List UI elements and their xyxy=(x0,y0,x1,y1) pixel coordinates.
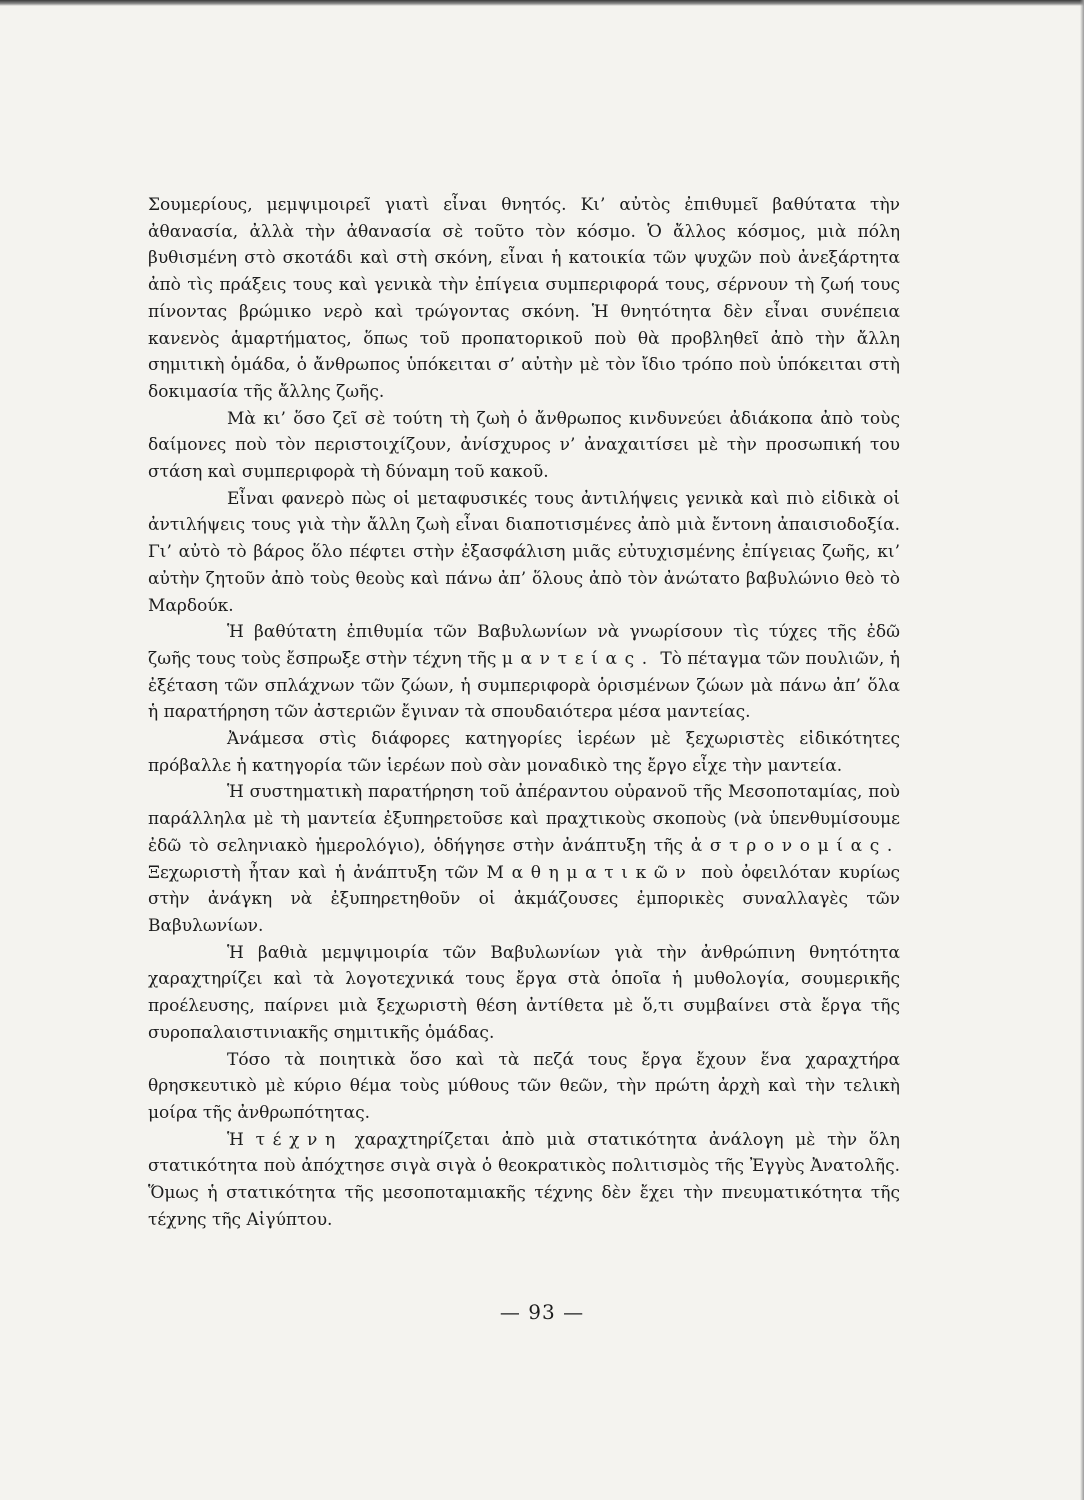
paragraph xyxy=(148,486,900,620)
text-run: Τὸ πέταγμα τῶν πουλιῶν, ἡ ἐξέταση τῶν σπλάχνων τῶν ζώων, ἡ συμπεριφορὰ ὁρισμένων ζώων μὰ πάνω ἀπ’ ὅλα ἡ παρατήρηση τῶν ἀστεριῶν ἔγιναν τὰ σπουδαιότερα μέσα μαντείας. xyxy=(148,648,900,723)
text-run: ποὺ ὀφειλόταν κυρίως στὴν ἀνάγκη νὰ ἐξυπηρετηθοῦν οἱ ἀκμάζουσες ἐμπορικὲς συναλλαγὲς τῶν Βαβυλωνίων. xyxy=(148,862,900,936)
text-run: Ἡ βαθύτατη ἐπιθυμία τῶν Βαβυλωνίων νὰ γνωρίσουν τὶς τύχες τῆς ἐδῶ ζωῆς τους τοὺς ἔσπρωξε στὴν τέχνη τῆς xyxy=(148,622,900,669)
page-number: — 93 — xyxy=(499,1300,585,1324)
paragraph xyxy=(148,726,900,779)
text-run: Εἶναι φανερὸ πὼς οἱ μεταφυσικές τους ἀντιλήψεις γενικὰ καὶ πιὸ εἰδικὰ οἱ ἀντιλήψεις τους γιὰ τὴν ἄλλη ζωὴ εἶναι διαποτισμένες ἀπὸ μιὰ ἔντονη ἀπαισιοδοξία. Γι’ αὐτὸ τὸ βάρος ὅλο πέφτει στὴν ἐξασφάλιση μιᾶς εὐτυχισμένης ἐπίγειας ζωῆς, κι’ αὐτὴν ζητοῦν ἀπὸ τοὺς θεοὺς καὶ πάνω ἀπ’ ὅλους ἀπὸ τὸν ἀνώτατο βαβυλώνιο θεὸ τὸ Μαρδούκ. xyxy=(148,488,900,616)
text-run: Ἡ βαθιὰ μεμψιμοιρία τῶν Βαβυλωνίων γιὰ τὴν ἀνθρώπινη θνητότητα χαραχτηρίζει καὶ τὰ λογοτεχνικά τους ἔργα στὰ ὁποῖα ἡ μυθολογία, σουμερικῆς προέλευσης, παίρνει μιὰ ξεχωριστὴ θέση ἀντίθετα μὲ ὅ,τι συμβαίνει στὰ ἔργα τῆς συροπαλαιστινιακῆς σημιτικῆς ὁμάδας. xyxy=(148,942,900,1043)
paragraph xyxy=(148,1127,900,1234)
text-run: χαραχτηρίζεται ἀπὸ μιὰ στατικότητα ἀνάλογη μὲ τὴν ὅλη στατικότητα ποὺ ἀπόχτησε σιγὰ σιγὰ ὁ θεοκρατικὸς πολιτισμὸς τῆς Ἐγγὺς Ἀνατολῆς. Ὅμως ἡ στατικότητα τῆς μεσοποταμιακῆς τέχνης δὲν ἔχει τὴν πνευματικότητα τῆς τέχνης τῆς Αἰγύπτου. xyxy=(148,1129,900,1230)
body-text xyxy=(148,192,900,1233)
paragraph xyxy=(148,1047,900,1127)
paragraph xyxy=(148,406,900,486)
text-run: Τόσο τὰ ποιητικὰ ὅσο καὶ τὰ πεζά τους ἔργα ἔχουν ἕνα χαραχτήρα θρησκευτικὸ μὲ κύριο θέμα τοὺς μύθους τῶν θεῶν, τὴν πρώτη ἀρχὴ καὶ τὴν τελικὴ μοίρα τῆς ἀνθρωπότητας. xyxy=(148,1049,900,1123)
spaced-emphasis: τέχνη xyxy=(255,1129,343,1150)
page-top-edge xyxy=(0,0,1084,6)
text-run: Ἡ συστηματικὴ παρατήρηση τοῦ ἀπέραντου οὐρανοῦ τῆς Μεσοποταμίας, ποὺ παράλληλα μὲ τὴ μαντεία ἐξυπηρετοῦσε καὶ πραχτικοὺς σκοποὺς (νὰ ὑπενθυμίσουμε ἐδῶ τὸ σεληνιακὸ ἡμερολόγιο), ὁδήγησε στὴν ἀνάπτυξη τῆς xyxy=(148,782,900,856)
spaced-emphasis: ἀστρονομίας. xyxy=(690,835,900,856)
text-run: Σουμερίους, μεμψιμοιρεῖ γιατὶ εἶναι θνητός. Κι’ αὐτὸς ἐπιθυμεῖ βαθύτατα τὴν ἀθανασία, ἀλλὰ τὴν ἀθανασία σὲ τοῦτο τὸν κόσμο. Ὁ ἄλλος κόσμος, μιὰ πόλη βυθισμένη στὸ σκοτάδι καὶ στὴ σκόνη, εἶναι ἡ κατοικία τῶν ψυχῶν ποὺ ἀνεξάρτητα ἀπὸ τὶς πράξεις τους καὶ γενικὰ τὴν ἐπίγεια συμπεριφορά τους, σέρνουν τὴ ζωή τους πίνοντας βρώμικο νερὸ καὶ τρώγοντας σκόνη. Ἡ θνητότητα δὲν εἶναι συνέπεια κανενὸς ἁμαρτήματος, ὅπως τοῦ προπατορικοῦ ποὺ θὰ προβληθεῖ ἀπὸ τὴν ἄλλη σημιτικὴ ὁμάδα, ὁ ἄνθρωπος ὑπόκειται σ’ αὐτὴν μὲ τὸν ἴδιο τρόπο ποὺ ὑπόκειται στὴ δοκιμασία τῆς ἄλλης ζωῆς. xyxy=(148,195,900,402)
paragraph xyxy=(148,619,900,726)
spaced-emphasis: μαντείας. xyxy=(501,648,655,669)
paragraph xyxy=(148,779,900,939)
paragraph xyxy=(148,192,900,406)
page-right-edge xyxy=(1080,0,1084,1500)
paragraph xyxy=(148,940,900,1047)
text-run: Μὰ κι’ ὅσο ζεῖ σὲ τούτη τὴ ζωὴ ὁ ἄνθρωπος κινδυνεύει ἀδιάκοπα ἀπὸ τοὺς δαίμονες ποὺ τὸν περιστοιχίζουν, ἀνίσχυρος ν’ ἀναχαιτίσει μὲ τὴν προσωπική του στάση καὶ συμπεριφορὰ τὴ δύναμη τοῦ κακοῦ. xyxy=(148,408,900,483)
text-run: Ξεχωριστὴ ἦταν καὶ ἡ ἀνάπτυξη τῶν xyxy=(148,862,487,883)
spaced-emphasis: Μαθηματικῶν xyxy=(486,862,694,883)
text-run: Ἀνάμεσα στὶς διάφορες κατηγορίες ἱερέων μὲ ξεχωριστὲς εἰδικότητες πρόβαλλε ἡ κατηγορία τῶν ἱερέων ποὺ σὰν μοναδικὸ της ἔργο εἶχε τὴν μαντεία. xyxy=(148,729,900,776)
text-run: Ἡ xyxy=(227,1129,256,1150)
